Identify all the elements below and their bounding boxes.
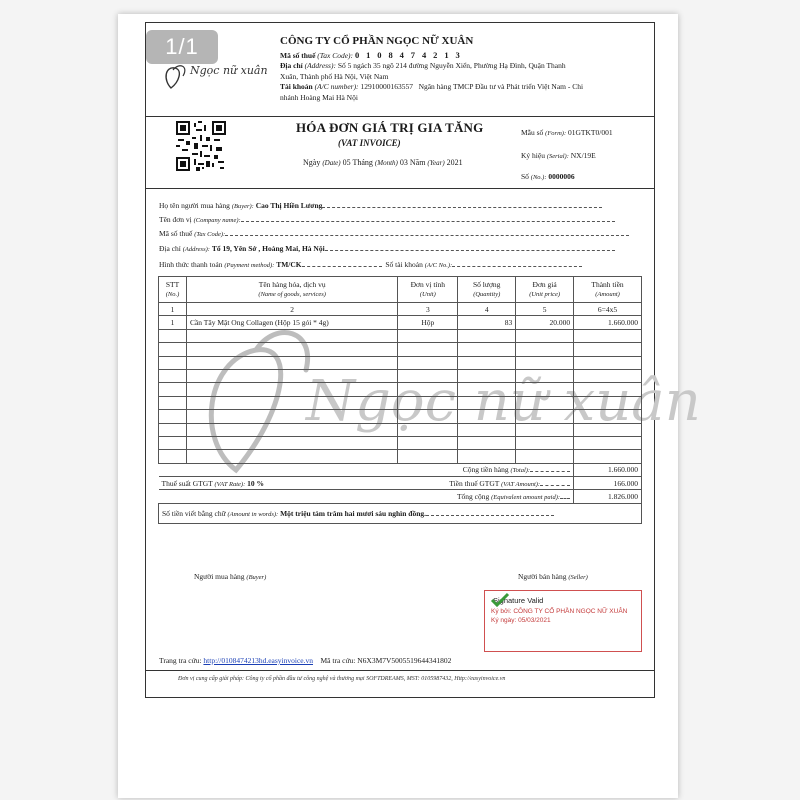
header-unit-price: Đơn giá (Unit price): [516, 277, 574, 303]
lookup-code: N6X3M7V5005519644341802: [357, 656, 452, 665]
digital-signature-box: [484, 590, 642, 652]
table-row-empty: [159, 396, 642, 409]
buyer-address: Tổ 19, Yên Sở , Hoàng Mai, Hà Nội: [211, 244, 325, 253]
company-name: CÔNG TY CỔ PHẦN NGỌC NỮ XUÂN: [280, 35, 474, 47]
grand-total: 1.826.000: [574, 490, 642, 503]
empty-cell: [516, 329, 574, 342]
vat-rate: 10 %: [247, 478, 264, 488]
invoice-subtitle: (VAT INVOICE): [338, 138, 401, 148]
table-index-row: 1 2 3 4 5 6=4x5: [159, 303, 642, 316]
vat-row: Thuế suất GTGT (VAT Rate): 10 % Tiền thuế GTGT (VAT Amount): 166.000: [159, 477, 642, 490]
empty-cell: [398, 356, 458, 369]
empty-cell: [159, 356, 187, 369]
empty-cell: [186, 356, 397, 369]
empty-cell: [458, 410, 516, 423]
empty-cell: [398, 450, 458, 463]
empty-cell: [398, 410, 458, 423]
empty-cell: [398, 396, 458, 409]
lookup-link[interactable]: http://0108474213hd.easyinvoice.vn: [203, 656, 313, 665]
empty-cell: [574, 329, 642, 342]
empty-cell: [458, 396, 516, 409]
company-account-row: Tài khoản (A/C number): 12910000163557 Ngân hàng TMCP Đầu tư và Phát triển Việt Nam - Chi: [280, 82, 584, 91]
title-divider: [146, 188, 654, 189]
empty-cell: [516, 450, 574, 463]
company-tax-row: Mã số thuế (Tax Code): 0 1 0 8 4 7 4 2 1 3: [280, 49, 463, 60]
company-address-row: Địa chỉ (Address): Số 5 ngách 35 ngõ 214 đường Nguyễn Xiển, Phường Hạ Đình, Quận Thanh: [280, 61, 566, 70]
empty-cell: [574, 450, 642, 463]
empty-cell: [186, 450, 397, 463]
buyer-name: Cao Thị Hiền Lương: [255, 201, 323, 210]
empty-cell: [186, 369, 397, 382]
empty-cell: [458, 450, 516, 463]
amount-in-words: Một triệu tám trăm hai mươi sáu nghìn đồng.: [280, 508, 427, 518]
table-row-empty: [159, 450, 642, 463]
amount-in-words-row: Số tiền viết bằng chữ (Amount in words): Một triệu tám trăm hai mươi sáu nghìn đồng.: [159, 503, 642, 523]
buyer-signature-label: Người mua hàng (Buyer): [194, 572, 267, 581]
empty-cell: [516, 356, 574, 369]
empty-cell: [574, 396, 642, 409]
empty-cell: [186, 396, 397, 409]
header-name: Tên hàng hóa, dịch vụ (Name of goods, services): [186, 277, 397, 303]
empty-cell: [186, 423, 397, 436]
empty-cell: [398, 329, 458, 342]
empty-cell: [159, 329, 187, 342]
empty-cell: [186, 383, 397, 396]
lookup-row: Trang tra cứu: http://0108474213hd.easyinvoice.vn Mã tra cứu: N6X3M7V5005519644341802: [159, 656, 452, 665]
empty-cell: [458, 343, 516, 356]
logo-text: Ngọc nữ xuân: [190, 64, 268, 77]
provider-note: Đơn vị cung cấp giải pháp: Công ty cổ phần đầu tư công nghệ và thương mại SOFTDREAMS, MST: 0105987432, Http://easyinvoice.vn: [178, 676, 506, 682]
empty-cell: [398, 423, 458, 436]
seller-signature-label: Người bán hàng (Seller): [518, 572, 588, 581]
empty-cell: [516, 410, 574, 423]
empty-cell: [398, 436, 458, 449]
table-header-row: [159, 277, 642, 303]
header-no: STT (No.): [159, 277, 187, 303]
invoice-serial: Ký hiệu (Serial): NX/19E: [521, 151, 596, 160]
signature-valid-text: Signature Valid: [493, 596, 544, 605]
empty-cell: [516, 383, 574, 396]
empty-cell: [516, 436, 574, 449]
empty-cell: [516, 369, 574, 382]
buyer-payment-row: Hình thức thanh toán (Payment method): TM/CK Số tài khoản (A/C No.):: [159, 260, 582, 269]
vat-amount: 166.000: [574, 477, 642, 490]
table-row-empty: [159, 436, 642, 449]
empty-cell: [458, 369, 516, 382]
header-divider: [146, 116, 654, 117]
invoice-date: Ngày (Date) 05 Tháng (Month) 03 Năm (Year) 2021: [303, 158, 463, 167]
empty-cell: [458, 383, 516, 396]
empty-cell: [159, 436, 187, 449]
empty-cell: [574, 356, 642, 369]
empty-cell: [516, 343, 574, 356]
empty-cell: [186, 329, 397, 342]
qr-code-icon: [176, 121, 226, 171]
invoice-title: HÓA ĐƠN GIÁ TRỊ GIA TĂNG: [296, 120, 484, 135]
table-row-empty: [159, 423, 642, 436]
empty-cell: [516, 396, 574, 409]
company-info: [280, 36, 650, 103]
buyer-address-row: Địa chỉ (Address): Tổ 19, Yên Sở , Hoàng Mai, Hà Nội: [159, 244, 615, 253]
company-tax-code: 0 1 0 8 4 7 4 2 1 3: [354, 49, 463, 60]
table-row-empty: [159, 410, 642, 423]
empty-cell: [186, 343, 397, 356]
empty-cell: [458, 423, 516, 436]
buyer-unit-row: Tên đơn vị (Company name):: [159, 215, 615, 224]
company-address-row-2: Xuân, Thành phố Hà Nội, Việt Nam: [280, 71, 389, 81]
header-quantity: Số lượng (Quantity): [458, 277, 516, 303]
empty-cell: [574, 436, 642, 449]
page-counter: 1/1: [146, 30, 218, 64]
empty-cell: [574, 423, 642, 436]
empty-cell: [574, 369, 642, 382]
empty-cell: [159, 450, 187, 463]
empty-cell: [186, 410, 397, 423]
table-row-empty: [159, 356, 642, 369]
empty-cell: [398, 343, 458, 356]
empty-cell: [159, 343, 187, 356]
signed-date: Ký ngày: 05/03/2021: [491, 617, 551, 624]
empty-cell: [458, 436, 516, 449]
checkmark-icon: [491, 593, 509, 607]
total-amount: 1.660.000: [574, 463, 642, 476]
empty-cell: [159, 369, 187, 382]
buyer-name-row: Họ tên người mua hàng (Buyer): Cao Thị Hiền Lương: [159, 201, 602, 210]
empty-cell: [159, 410, 187, 423]
empty-cell: [398, 383, 458, 396]
table-row-empty: [159, 383, 642, 396]
empty-cell: [159, 383, 187, 396]
footer-divider: [146, 670, 654, 671]
payment-method: TM/CK: [276, 260, 302, 269]
table-row-empty: [159, 329, 642, 342]
signed-by: Ký bởi: CÔNG TY CỔ PHẦN NGỌC NỮ XUÂN: [491, 608, 628, 615]
company-bank-row-2: nhánh Hoàng Mai Hà Nội: [280, 92, 358, 102]
empty-cell: [516, 423, 574, 436]
empty-cell: [458, 329, 516, 342]
empty-cell: [398, 369, 458, 382]
empty-cell: [574, 343, 642, 356]
empty-cell: [574, 410, 642, 423]
header-amount: Thành tiền (Amount): [574, 277, 642, 303]
svg-text:Ngọc nữ xuân: Ngọc nữ xuân: [306, 369, 701, 434]
empty-cell: [574, 383, 642, 396]
table-row-empty: [159, 369, 642, 382]
header-unit: Đơn vị tính (Unit): [398, 277, 458, 303]
table-row-empty: [159, 343, 642, 356]
table-row: 1 Cần Tây Mật Ong Collagen (Hộp 15 gói * 4g) Hộp 83 20.000 1.660.000: [159, 316, 642, 329]
empty-cell: [458, 356, 516, 369]
buyer-tax-row: Mã số thuế (Tax Code):: [159, 229, 629, 238]
invoice-number: Số (No.): 0000006: [521, 172, 575, 181]
empty-cell: [159, 423, 187, 436]
empty-cell: [186, 436, 397, 449]
total-row: Cộng tiền hàng (Total): 1.660.000: [159, 463, 642, 476]
empty-cell: [159, 396, 187, 409]
items-table: [158, 276, 642, 524]
invoice-form: Mẫu số (Form): 01GTKT0/001: [521, 128, 613, 137]
grand-total-row: Tổng cộng (Equivalent amount paid): 1.826.000: [159, 490, 642, 503]
